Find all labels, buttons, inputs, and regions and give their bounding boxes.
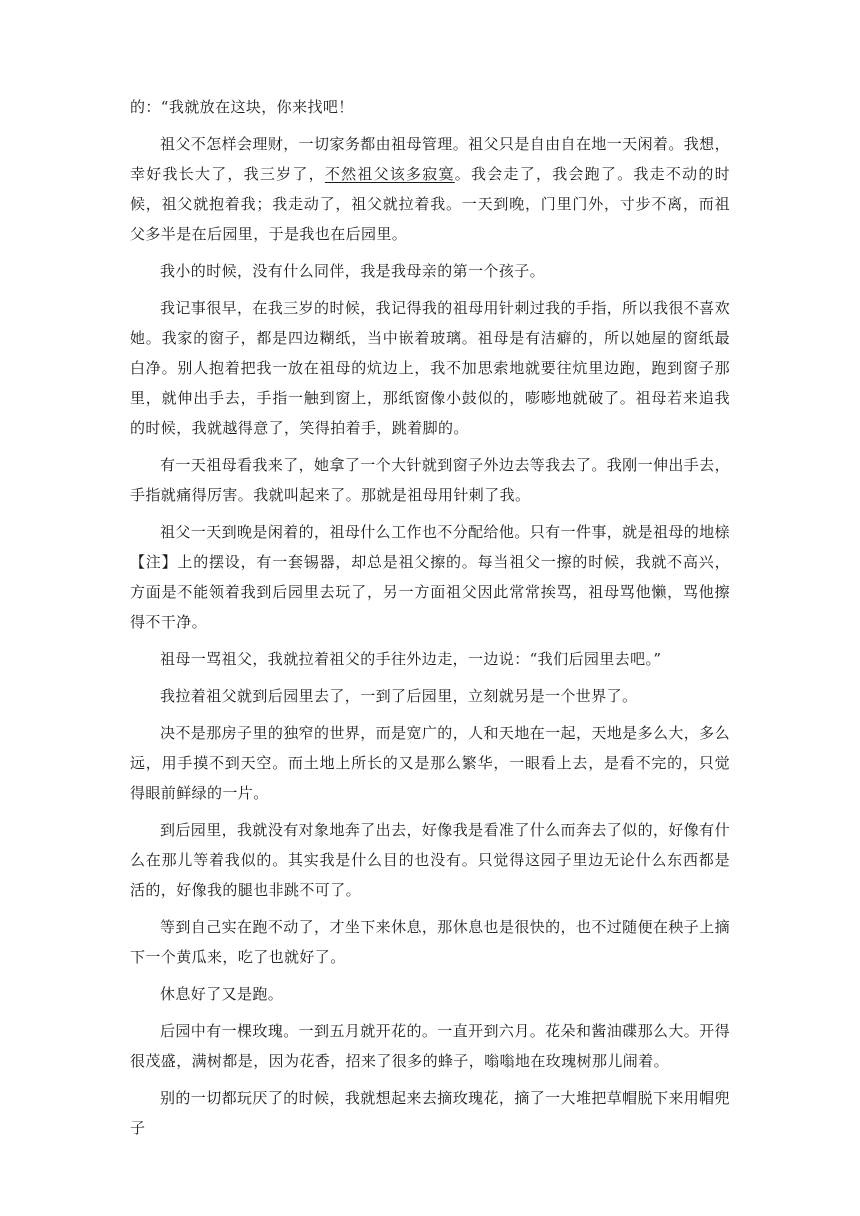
paragraph: 祖父一天到晚是闲着的，祖母什么工作也不分配给他。只有一件事，就是祖母的地榇【注】上的摆设，有一套锡器，却总是祖父擦的。每当祖父一擦的时候，我就不高兴，方面是不能领着我到后园里去玩了，另一方面祖父因此常常挨骂，祖母骂他懒，骂他擦得不干净。 [130,523,730,631]
paragraph: 决不是那房子里的独窄的世界，而是宽广的，人和天地在一起，天地是多么大，多么远，用手摸不到天空。而土地上所长的又是那么繁华，一眼看上去，是看不完的，只觉得眼前鲜绿的一片。 [130,724,730,802]
paragraph: 祖母一骂祖父，我就拉着祖父的手往外边走，一边说：“我们后园里去吧。” [160,650,662,668]
paragraph [130,129,730,249]
paragraph: 有一天祖母看我来了，她拿了一个大针就到窗子外边去等我去了。我刚一伸出手去，手指就痛得厉害。我就叫起来了。那就是祖母用针刺了我。 [130,456,730,504]
underlined-phrase: 不然祖父该多寂寞 [324,165,455,183]
document-page [130,92,730,1150]
paragraph: 别的一切都玩厌了的时候，我就想起来去摘玫瑰花，摘了一大堆把草帽脱下来用帽兜子 [130,1089,730,1137]
paragraph: 等到自己实在跑不动了，才坐下来休息，那休息也是很快的，也不过随便在秧子上摘下一个黄瓜来，吃了也就好了。 [130,918,730,966]
paragraph-text: 。我会走了，我会跑了。我走不动的时候，祖父就抱着我；我走动了，祖父就拉着我。一天到晚，门里门外，寸步不离，而祖父多半是在后园里，于是我也在后园里。 [130,165,730,243]
paragraph: 我拉着祖父就到后园里去了，一到了后园里，立刻就另是一个世界了。 [160,687,638,705]
paragraph: 的：“我就放在这块，你来找吧！ [130,98,354,116]
paragraph: 我记事很早，在我三岁的时候，我记得我的祖母用针刺过我的手指，所以我很不喜欢她。我家的窗子，都是四边糊纸，当中嵌着玻璃。祖母是有洁癖的，所以她屋的窗纸最白净。别人抱着把我一放在祖母的炕边上，我不加思索地就要往炕里边跑，跑到窗子那里，就伸出手去，手指一触到窗上，那纸窗像小鼓似的，嘭嘭地就破了。祖母若来追我的时候，我就越得意了，笑得拍着手，跳着脚的。 [130,299,730,437]
paragraph: 我小的时候，没有什么同伴，我是我母亲的第一个孩子。 [160,262,546,280]
paragraph: 后园中有一棵玫瑰。一到五月就开花的。一直开到六月。花朵和酱油碟那么大。开得很茂盛，满树都是，因为花香，招来了很多的蜂子，嗡嗡地在玫瑰树那儿闹着。 [130,1022,730,1070]
paragraph-text: 祖父不怎样会理财，一切家务都由祖母管理。祖父只是自由自在地一天闲着。我想，幸好我长大了，我三岁了， [130,135,730,183]
paragraph: 休息好了又是跑。 [160,985,284,1003]
paragraph: 到后园里，我就没有对象地奔了出去，好像我是看准了什么而奔去了似的，好像有什么在那儿等着我似的。其实我是什么目的也没有。只觉得这园子里边无论什么东西都是活的，好像我的腿也非跳不可了。 [130,821,730,899]
